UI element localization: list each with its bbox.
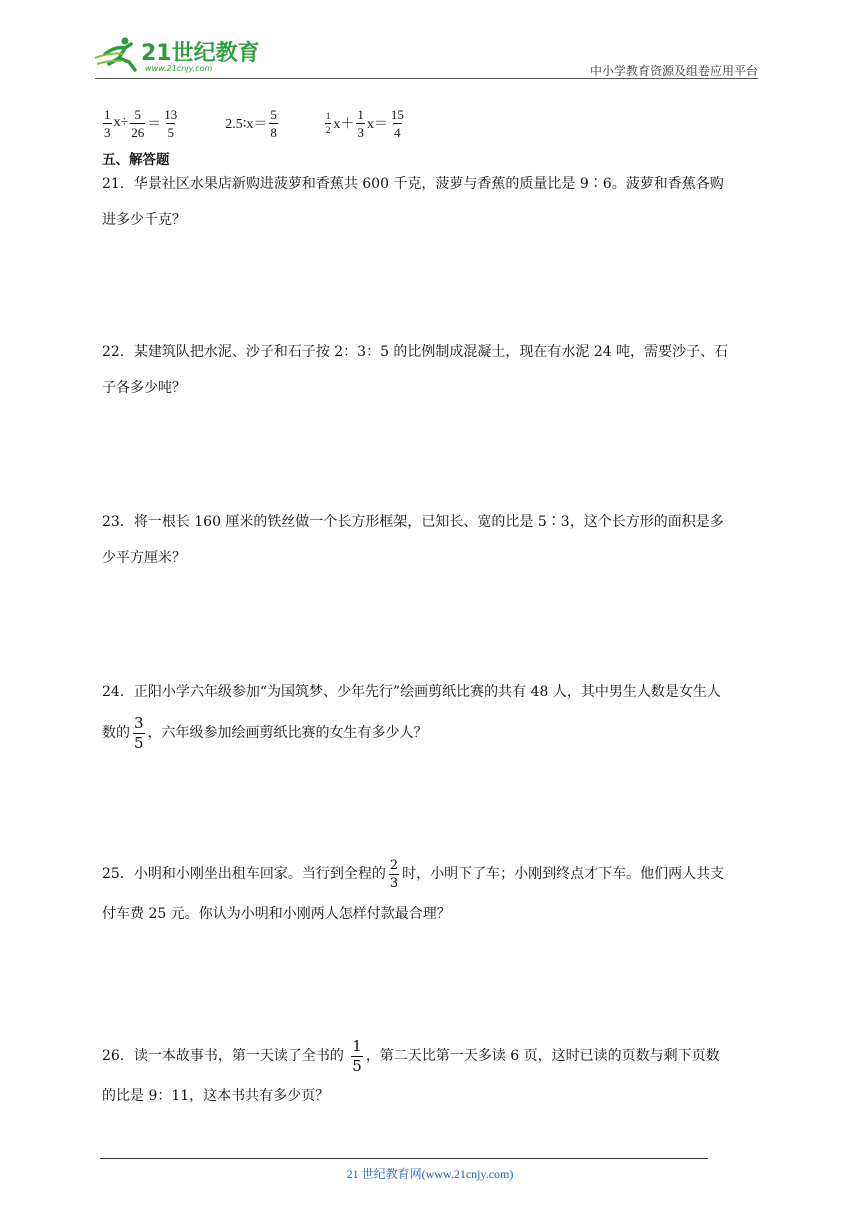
equation-2: 2.5∶x＝ $\frac{5}{8}$ — [225, 106, 277, 140]
equation-1: $\frac{1}{3}$ x÷ $\frac{5}{26}$ ＝ $\frac{13}{5}$ — [104, 106, 178, 140]
problem-23: 23．将一根长 160 厘米的铁丝做一个长方形框架，已知长、宽的比是 5∶3，这个长方形的面积是多 少平方厘米？ — [102, 514, 724, 566]
footer-text: 21 世纪教育网(www.21cnjy.com) — [346, 1167, 514, 1181]
fraction: $\frac{1}{5}$ — [352, 1036, 362, 1075]
platform-name: 中小学教育资源及组卷应用平台 — [589, 64, 758, 78]
fraction: $\frac{15}{4}$ — [390, 106, 404, 140]
logo-url: www.21cnjy.com — [145, 64, 213, 73]
equation-3: $\frac{1}{2}$ x＋ $\frac{1}{3}$ x＝ $\frac{15}{4}$ — [325, 106, 404, 140]
fraction: $\frac{5}{26}$ — [131, 106, 145, 140]
fraction: $\frac{2}{3}$ — [389, 857, 399, 891]
footer-divider — [100, 1158, 708, 1159]
logo-text: 21世纪教育 — [141, 41, 260, 66]
fraction: $\frac{5}{8}$ — [270, 106, 277, 140]
fraction: $\frac{13}{5}$ — [164, 106, 178, 140]
problem-25: 25．小明和小刚坐出租车回家。当行到全程的 $\frac{2}{3}$ 时，小明下了车；小刚到终点才下车。他们两人共支 付车费 25 元。你认为小明和小刚两人怎样付款最合理？ — [102, 857, 725, 922]
section-title: 五、解答题 — [102, 152, 170, 168]
problem-22: 22．某建筑队把水泥、沙子和石子按 2：3：5 的比例制成混凝土，现在有水泥 24 吨，需要沙子、石 子各多少吨？ — [102, 344, 729, 396]
equation-row — [102, 100, 752, 146]
header-divider — [95, 78, 758, 79]
fraction: $\frac{3}{5}$ — [134, 713, 144, 752]
problem-24: 24．正阳小学六年级参加“为国筑梦、少年先行”绘画剪纸比赛的共有 48 人，其中男生人数是女生人 数的 $\frac{3}{5}$ ，六年级参加绘画剪纸比赛的女生有多少人？ — [102, 684, 721, 752]
logo-21cnjy — [95, 34, 265, 74]
problem-21: 21．华景社区水果店新购进菠萝和香蕉共 600 千克，菠萝与香蕉的质量比是 9∶6。菠萝和香蕉各购 进多少千克？ — [102, 176, 724, 228]
fraction: $\frac{1}{2}$ — [325, 110, 331, 135]
page-header — [95, 28, 758, 78]
main-content — [102, 100, 752, 168]
fraction: $\frac{1}{3}$ — [104, 106, 111, 140]
fraction: $\frac{1}{3}$ — [357, 106, 364, 140]
problem-26: 26．读一本故事书，第一天读了全书的 $\frac{1}{5}$ ，第二天比第一天多读 6 页，这时已读的页数与剩下页数 的比是 9：11，这本书共有多少页？ — [102, 1036, 720, 1104]
